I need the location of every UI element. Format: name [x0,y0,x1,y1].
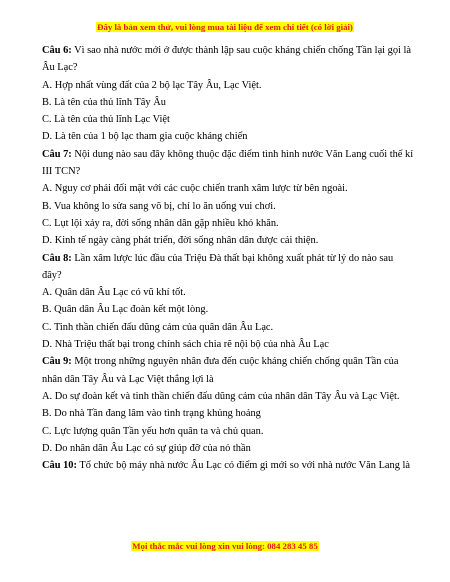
question-7-option-a: A. Nguy cơ phải đối mặt với các cuộc chiến tranh xâm lược từ bên ngoài. [42,183,348,195]
preview-notice-banner [0,22,450,33]
question-8-option-a: A. Quân dân Âu Lạc có vũ khí tốt. [42,287,186,299]
question-8 [42,250,414,285]
question-10-number: Câu 10: [42,460,77,472]
preview-notice-text: Đây là bản xem thử, vui lòng mua tài liệu để xem chi tiết (có lời giải) [97,22,353,32]
contact-notice-banner [0,541,450,552]
question-list [42,42,414,474]
question-9-option-d: D. Do nhân dân Âu Lạc có sự giúp đỡ của nỏ thần [42,442,251,454]
question-8-option-c: C. Tinh thần chiến đấu dũng cảm của quân dân Âu Lạc. [42,321,274,333]
question-6-option-d: D. Là tên của 1 bộ lạc tham gia cuộc kháng chiến [42,131,248,143]
question-8-text: Lần xâm lược lúc đầu của Triệu Đà thất bại không xuất phát từ lý do nào sau đây? [42,252,394,281]
question-8-option-b: B. Quân dân Âu Lạc đoàn kết một lòng. [42,304,209,316]
question-10 [42,457,414,474]
question-8-number: Câu 8: [42,252,72,264]
question-9 [42,353,414,388]
question-6-option-b: B. Là tên của thủ lĩnh Tây Âu [42,96,166,108]
question-9-option-b: B. Do nhà Tần đang lâm vào tình trạng khủng hoảng [42,408,261,420]
question-7-option-c: C. Lụt lội xảy ra, đời sống nhân dân gặp nhiều khó khăn. [42,217,279,229]
question-9-option-a: A. Do sự đoàn kết và tinh thần chiến đấu dũng cảm của nhân dân Tây Âu và Lạc Việt. [42,390,400,402]
question-6-text: Vì sao nhà nước mới ở được thành lập sau cuộc kháng chiến chống Tần lại gọi là Âu Lạc? [42,45,412,74]
question-10-text: Tổ chức bộ máy nhà nước Âu Lạc có điểm gì mới so với nhà nước Văn Lang là [76,460,411,472]
question-9-number: Câu 9: [42,356,72,368]
question-9-text: Một trong những nguyên nhân đưa đến cuộc kháng chiến chống quân Tần của nhân dân Tây Âu và Lạc Việt thắng lợi là [42,356,399,385]
question-7-number: Câu 7: [42,148,72,160]
question-6 [42,42,414,77]
question-6-option-a: A. Hợp nhất vùng đất của 2 bộ lạc Tây Âu, Lạc Việt. [42,79,262,91]
question-6-option-c: C. Là tên của thủ lĩnh Lạc Việt [42,114,170,126]
question-8-option-d: D. Nhà Triệu thất bại trong chính sách chia rẽ nội bộ của nhà Âu Lạc [42,339,329,351]
question-6-number: Câu 6: [42,45,72,56]
question-7-text: Nội dung nào sau đây không thuộc đặc điểm tình hình nước Văn Lang cuối thế kỉ III TCN? [42,148,414,178]
question-9-option-c: C. Lực lượng quân Tần yếu hơn quân ta và chủ quan. [42,425,264,437]
contact-notice-text: Mọi thắc mắc vui lòng xin vui lòng: 084 283 45 85 [132,541,318,551]
question-7-option-d: D. Kinh tế ngày càng phát triển, đời sống nhân dân được cải thiện. [42,235,319,247]
question-7 [42,146,414,181]
question-7-option-b: B. Vua không lo sửa sang võ bị, chỉ lo ăn uống vui chơi. [42,200,276,212]
